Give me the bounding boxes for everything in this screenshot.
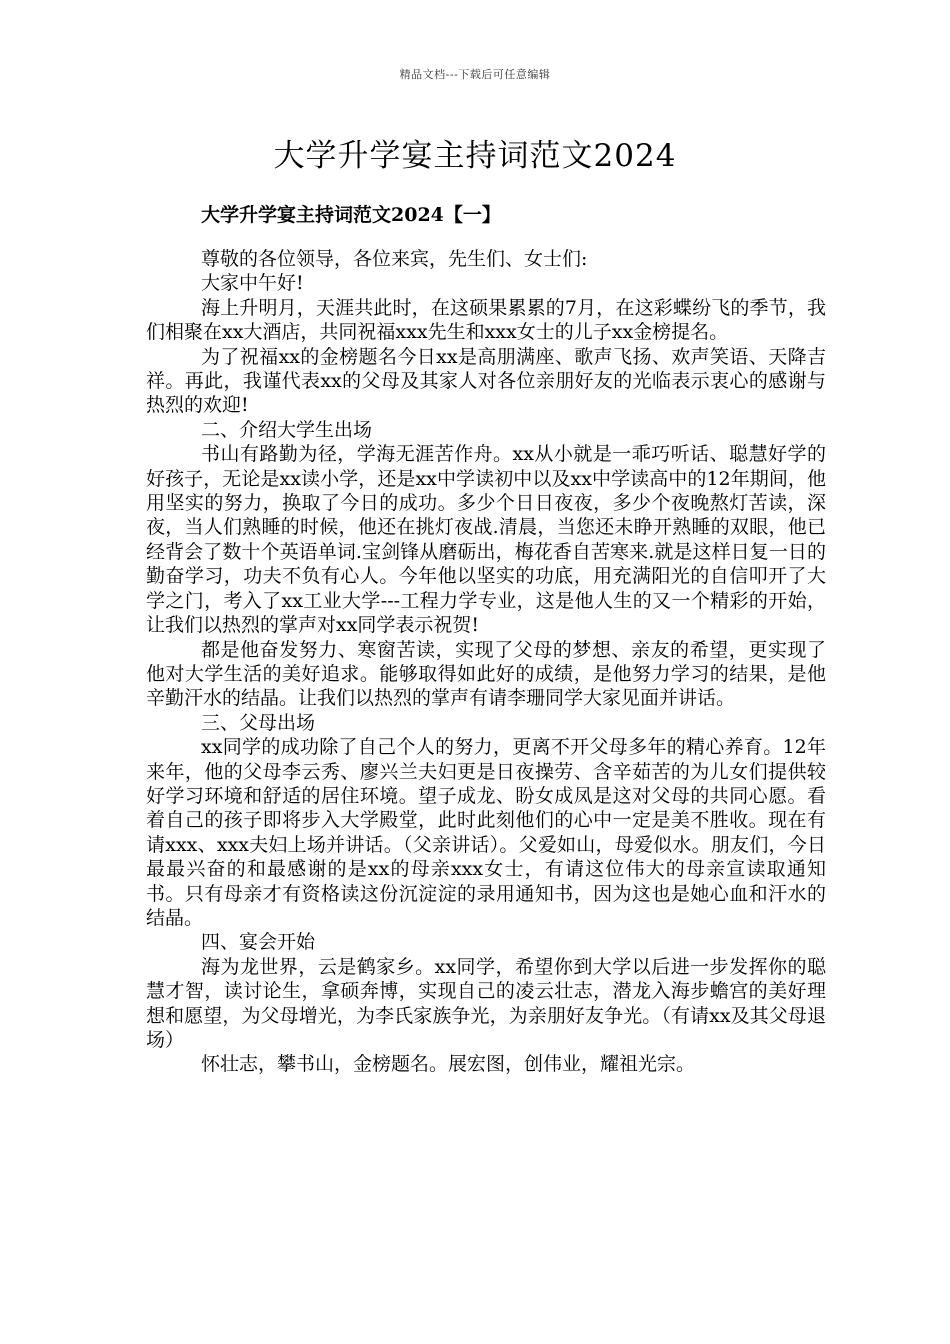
document-title: 大学升学宴主持词范文2024	[273, 138, 677, 174]
paragraph: 尊敬的各位领导，各位来宾，先生们、女士们:	[201, 248, 588, 270]
paragraph: 海为龙世界，云是鹤家乡。xx同学，希望你到大学以后进一步发挥你的聪慧才智，读讨论生，拿硕奔博，实现自己的凌云壮志，潜龙入海步蟾宫的美好理想和愿望，为父母增光，为李氏家族争光，为亲朋好友争光。（有请xx及其父母退场）	[146, 955, 826, 1051]
paragraph: 为了祝福xx的金榜题名今日xx是高朋满座、歌声飞扬、欢声笑语、天降吉祥。再此，我谨代表xx的父母及其家人对各位亲朋好友的光临表示衷心的感谢与热烈的欢迎!	[146, 345, 826, 417]
paragraph-subheading: 三、父母出场	[201, 711, 316, 734]
paragraph: 大家中午好!	[201, 272, 304, 295]
paragraph-subheading: 四、宴会开始	[201, 931, 316, 954]
paragraph: 书山有路勤为径，学海无涯苦作舟。xx从小就是一乖巧听话、聪慧好学的好孩子，无论是xx读小学，还是xx中学读初中以及xx中学读高中的12年期间，他用坚实的努力，换取了今日的成功。多少个日日夜夜，多少个夜晚熬灯苦读，深夜，当人们熟睡的时候，他还在挑灯夜战.清晨，当您还未睁开熟睡的双眼，他已经背会了数十个英语单词.宝剑锋从磨砺出，梅花香自苦寒来.就是这样日复一日的勤奋学习，功夫不负有心人。今年他以坚实的功底，用充满阳光的自信叩开了大学之门，考入了xx工业大学---工程力学专业，这是他人生的又一个精彩的开始，让我们以热烈的掌声对xx同学表示祝贺!	[146, 443, 826, 637]
section-heading: 大学升学宴主持词范文2024【一】	[201, 204, 501, 226]
paragraph: 海上升明月，天涯共此时，在这硕果累累的7月，在这彩蝶纷飞的季节，我们相聚在xx大酒店，共同祝福xxx先生和xxx女士的儿子xx金榜提名。	[146, 296, 826, 344]
paragraph: xx同学的成功除了自己个人的努力，更离不开父母多年的精心养育。12年来年，他的父母李云秀、廖兴兰夫妇更是日夜操劳、含辛茹苦的为儿女们提供较好学习环境和舒适的居住环境。望子成龙、盼女成凤是这对父母的共同心愿。看着自己的孩子即将步入大学殿堂，此时此刻他们的心中一定是美不胜收。现在有请xxx、xxx夫妇上场并讲话。（父亲讲话）。父爱如山，母爱似水。朋友们，今日最最兴奋的和最感谢的是xx的母亲xxx女士，有请这位伟大的母亲宣读取通知书。只有母亲才有资格读这份沉淀淀的录用通知书，因为这也是她心血和汗水的结晶。	[146, 736, 826, 929]
paragraph-subheading: 二、介绍大学生出场	[201, 418, 373, 441]
header-note: 精品文档---下载后可任意编辑	[399, 68, 551, 81]
paragraph: 怀壮志，攀书山，金榜题名。展宏图，创伟业，耀祖光宗。	[201, 1053, 696, 1076]
document-body	[146, 247, 826, 1077]
paragraph: 都是他奋发努力、寒窗苦读，实现了父母的梦想、亲友的希望，更实现了他对大学生活的美好追求。能够取得如此好的成绩，是他努力学习的结果，是他辛勤汗水的结晶。让我们以热烈的掌声有请李珊同学大家见面并讲话。	[146, 638, 826, 710]
